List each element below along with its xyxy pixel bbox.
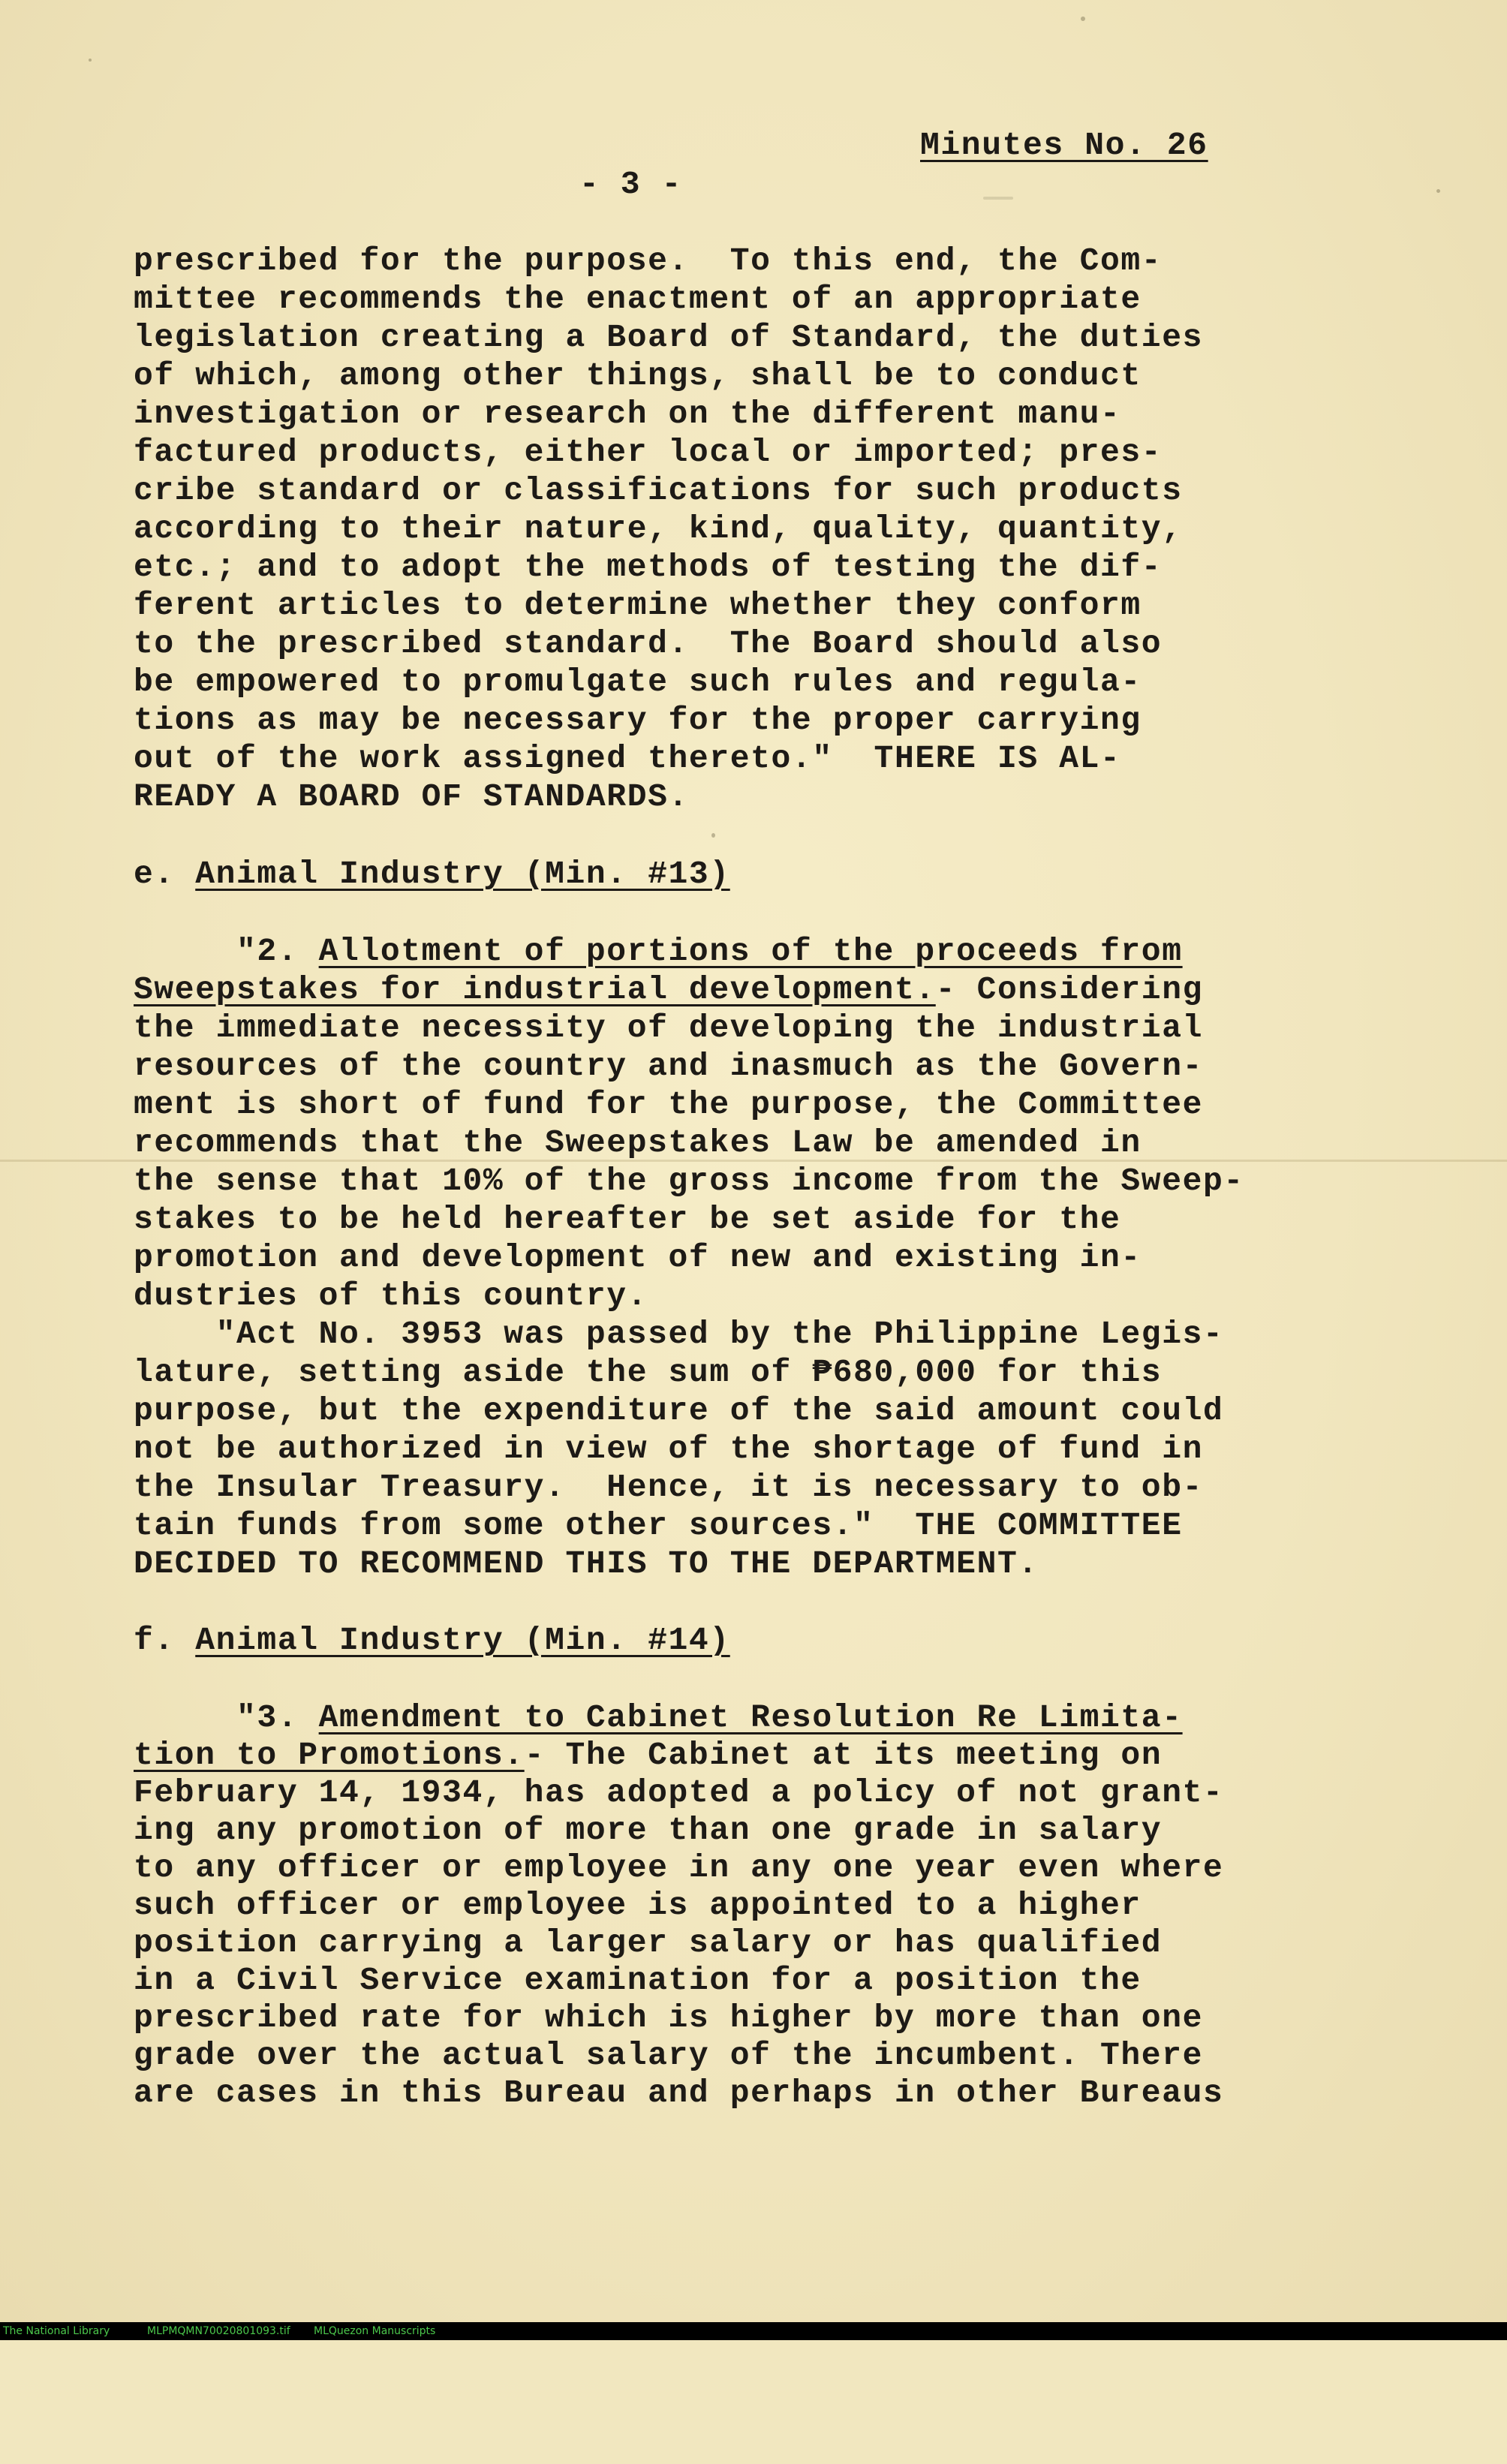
section-letter: f. [134, 1622, 196, 1659]
section-f [0, 1622, 1507, 2427]
text-line: grade over the actual salary of the incumbent. There [134, 2037, 1204, 2074]
footer-library: The National Library [3, 2325, 110, 2337]
item-title-line [134, 1698, 1183, 1737]
text-line: recommends that the Sweepstakes Law be amended in [134, 1124, 1142, 1161]
text-line: purpose, but the expenditure of the said amount could [134, 1392, 1224, 1429]
text-line: stakes to be held hereafter be set aside for the [134, 1201, 1121, 1238]
page-number: - 3 - [579, 166, 683, 203]
section-title: Animal Industry (Min. #14) [195, 1622, 730, 1659]
minutes-number: Minutes No. 26 [920, 127, 1208, 164]
item-number: "3. [134, 1699, 319, 1736]
text-line: prescribed rate for which is higher by more than one [134, 1999, 1204, 2036]
text-line: to any officer or employee in any one year even where [134, 1849, 1224, 1886]
text-line: such officer or employee is appointed to a higher [134, 1887, 1142, 1924]
text-line: February 14, 1934, has adopted a policy of not grant- [134, 1774, 1224, 1811]
text-line: in a Civil Service examination for a position the [134, 1962, 1142, 1999]
paragraph-board-of-standards [0, 242, 1507, 883]
text-line: ment is short of fund for the purpose, the Committee [134, 1086, 1204, 1123]
item-title-line [134, 970, 1203, 1009]
section-heading [134, 855, 730, 894]
text-line: ing any promotion of more than one grade in salary [134, 1812, 1163, 1849]
text-line: tions as may be necessary for the proper carrying [134, 702, 1142, 739]
text-line: ferent articles to determine whether they conform [134, 587, 1142, 624]
item-text: - Considering [935, 971, 1204, 1008]
text-line: the immediate necessity of developing the industrial [134, 1009, 1204, 1046]
text-line: cribe standard or classifications for such products [134, 472, 1183, 509]
text-line: promotion and development of new and existing in- [134, 1239, 1142, 1276]
text-line: lature, setting aside the sum of ₱680,000 for this [134, 1354, 1163, 1391]
item-title: Sweepstakes for industrial development. [134, 971, 936, 1008]
text-line: READY A BOARD OF STANDARDS. [134, 778, 689, 815]
item-title-line [134, 1736, 1162, 1775]
text-line: the sense that 10% of the gross income from the Sweep- [134, 1163, 1244, 1199]
text-line: are cases in this Bureau and perhaps in other Bureaus [134, 2074, 1224, 2111]
text-line: factured products, either local or imported; pres- [134, 434, 1163, 471]
text-line: prescribed for the purpose. To this end, the Com- [134, 242, 1163, 279]
item-number: "2. [134, 933, 319, 970]
item-text: - The Cabinet at its meeting on [524, 1737, 1163, 1774]
text-line: legislation creating a Board of Standard, the duties [134, 319, 1204, 356]
text-line: "Act No. 3953 was passed by the Philippine Legis- [134, 1316, 1224, 1352]
archive-footer-bar [0, 2322, 1507, 2340]
item-title: Amendment to Cabinet Resolution Re Limita- [318, 1699, 1183, 1736]
item-title: Allotment of portions of the proceeds from [318, 933, 1183, 970]
text-line: out of the work assigned thereto." THERE IS AL- [134, 740, 1121, 777]
text-line: mittee recommends the enactment of an appropriate [134, 281, 1142, 317]
text-line: the Insular Treasury. Hence, it is necessary to ob- [134, 1469, 1204, 1506]
text-line: to the prescribed standard. The Board should also [134, 625, 1163, 662]
section-title: Animal Industry (Min. #13) [195, 856, 730, 892]
text-line: not be authorized in view of the shortage of fund in [134, 1431, 1204, 1467]
text-line: according to their nature, kind, quality, quantity, [134, 510, 1183, 547]
footer-file-id: MLPMQMN70020801093.tif [147, 2325, 290, 2337]
section-heading [134, 1621, 730, 1660]
text-line: etc.; and to adopt the methods of testing the dif- [134, 549, 1163, 585]
footer-collection: MLQuezon Manuscripts [314, 2325, 436, 2337]
text-line: investigation or research on the different manu- [134, 396, 1121, 432]
text-line: tain funds from some other sources." THE COMMITTEE [134, 1507, 1183, 1544]
text-line: resources of the country and inasmuch as the Govern- [134, 1048, 1204, 1085]
item-title-line [134, 932, 1183, 971]
text-line: of which, among other things, shall be to conduct [134, 357, 1142, 394]
text-line: position carrying a larger salary or has qualified [134, 1924, 1163, 1961]
text-line: dustries of this country. [134, 1277, 648, 1314]
text-line: DECIDED TO RECOMMEND THIS TO THE DEPARTMENT. [134, 1545, 1039, 1582]
section-letter: e. [134, 856, 196, 892]
item-title: tion to Promotions. [134, 1737, 525, 1774]
text-line: be empowered to promulgate such rules and regula- [134, 663, 1142, 700]
